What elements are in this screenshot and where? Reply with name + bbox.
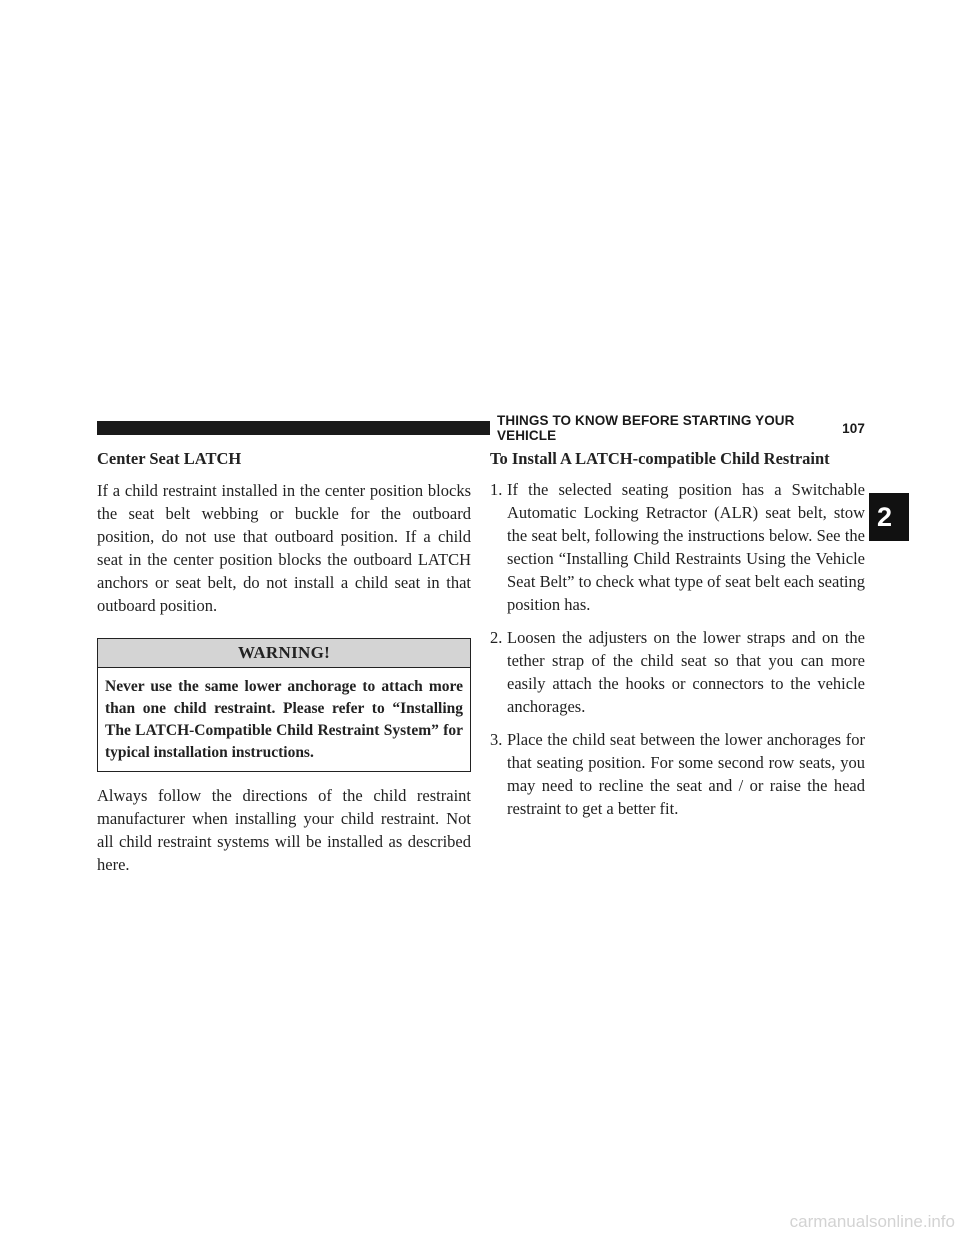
warning-box	[97, 638, 471, 772]
header-rule	[97, 421, 490, 435]
warning-text: Never use the same lower anchorage to attach more than one child restraint. Please refer to “Installing The LATCH-Compatible Child Restraint System” for typical installation instructions.	[105, 678, 463, 761]
step-text: If the selected seating position has a Switchable Automatic Locking Retractor (ALR) seat belt, stow the seat belt, following the instructions below. See the section “Installing Child Restraints Using the Vehicle Seat Belt” to check what type of seat belt each seating position has.	[507, 480, 865, 614]
page-number: 107	[842, 420, 865, 436]
steps-list	[490, 478, 865, 820]
list-item	[490, 728, 865, 820]
body-paragraph: Always follow the directions of the child restraint manufacturer when installing your child restraint. Not all child restraint systems will be installed as described here.	[97, 786, 471, 874]
body-paragraph: If a child restraint installed in the center position blocks the seat belt webbing or buckle for the outboard position, do not use that outboard position. If a child seat in the center position blocks the outboard LATCH anchors or seat belt, do not install a child seat in that outboard position.	[97, 481, 471, 615]
section-heading-install-latch: To Install A LATCH-compatible Child Restraint	[490, 449, 830, 468]
list-item	[490, 626, 865, 718]
step-text: Loosen the adjusters on the lower straps and on the tether strap of the child seat so that you can more easily attach the hooks or connectors to the vehicle anchorages.	[507, 628, 865, 716]
step-number: 3.	[490, 730, 503, 749]
watermark: carmanualsonline.info	[789, 1212, 955, 1231]
section-heading-center-seat-latch: Center Seat LATCH	[97, 449, 242, 468]
step-text: Place the child seat between the lower anchorages for that seating position. For some second row seats, you may need to recline the seat and / or raise the head restraint to get a better fit.	[507, 730, 865, 818]
step-number: 1.	[490, 480, 503, 499]
step-number: 2.	[490, 628, 503, 647]
left-column	[97, 447, 471, 876]
section-tab: 2	[869, 493, 909, 541]
right-column	[490, 447, 865, 830]
header-title: THINGS TO KNOW BEFORE STARTING YOUR VEHICLE	[497, 413, 795, 443]
list-item	[490, 478, 865, 616]
warning-title: WARNING!	[98, 639, 470, 668]
running-header	[497, 413, 865, 443]
